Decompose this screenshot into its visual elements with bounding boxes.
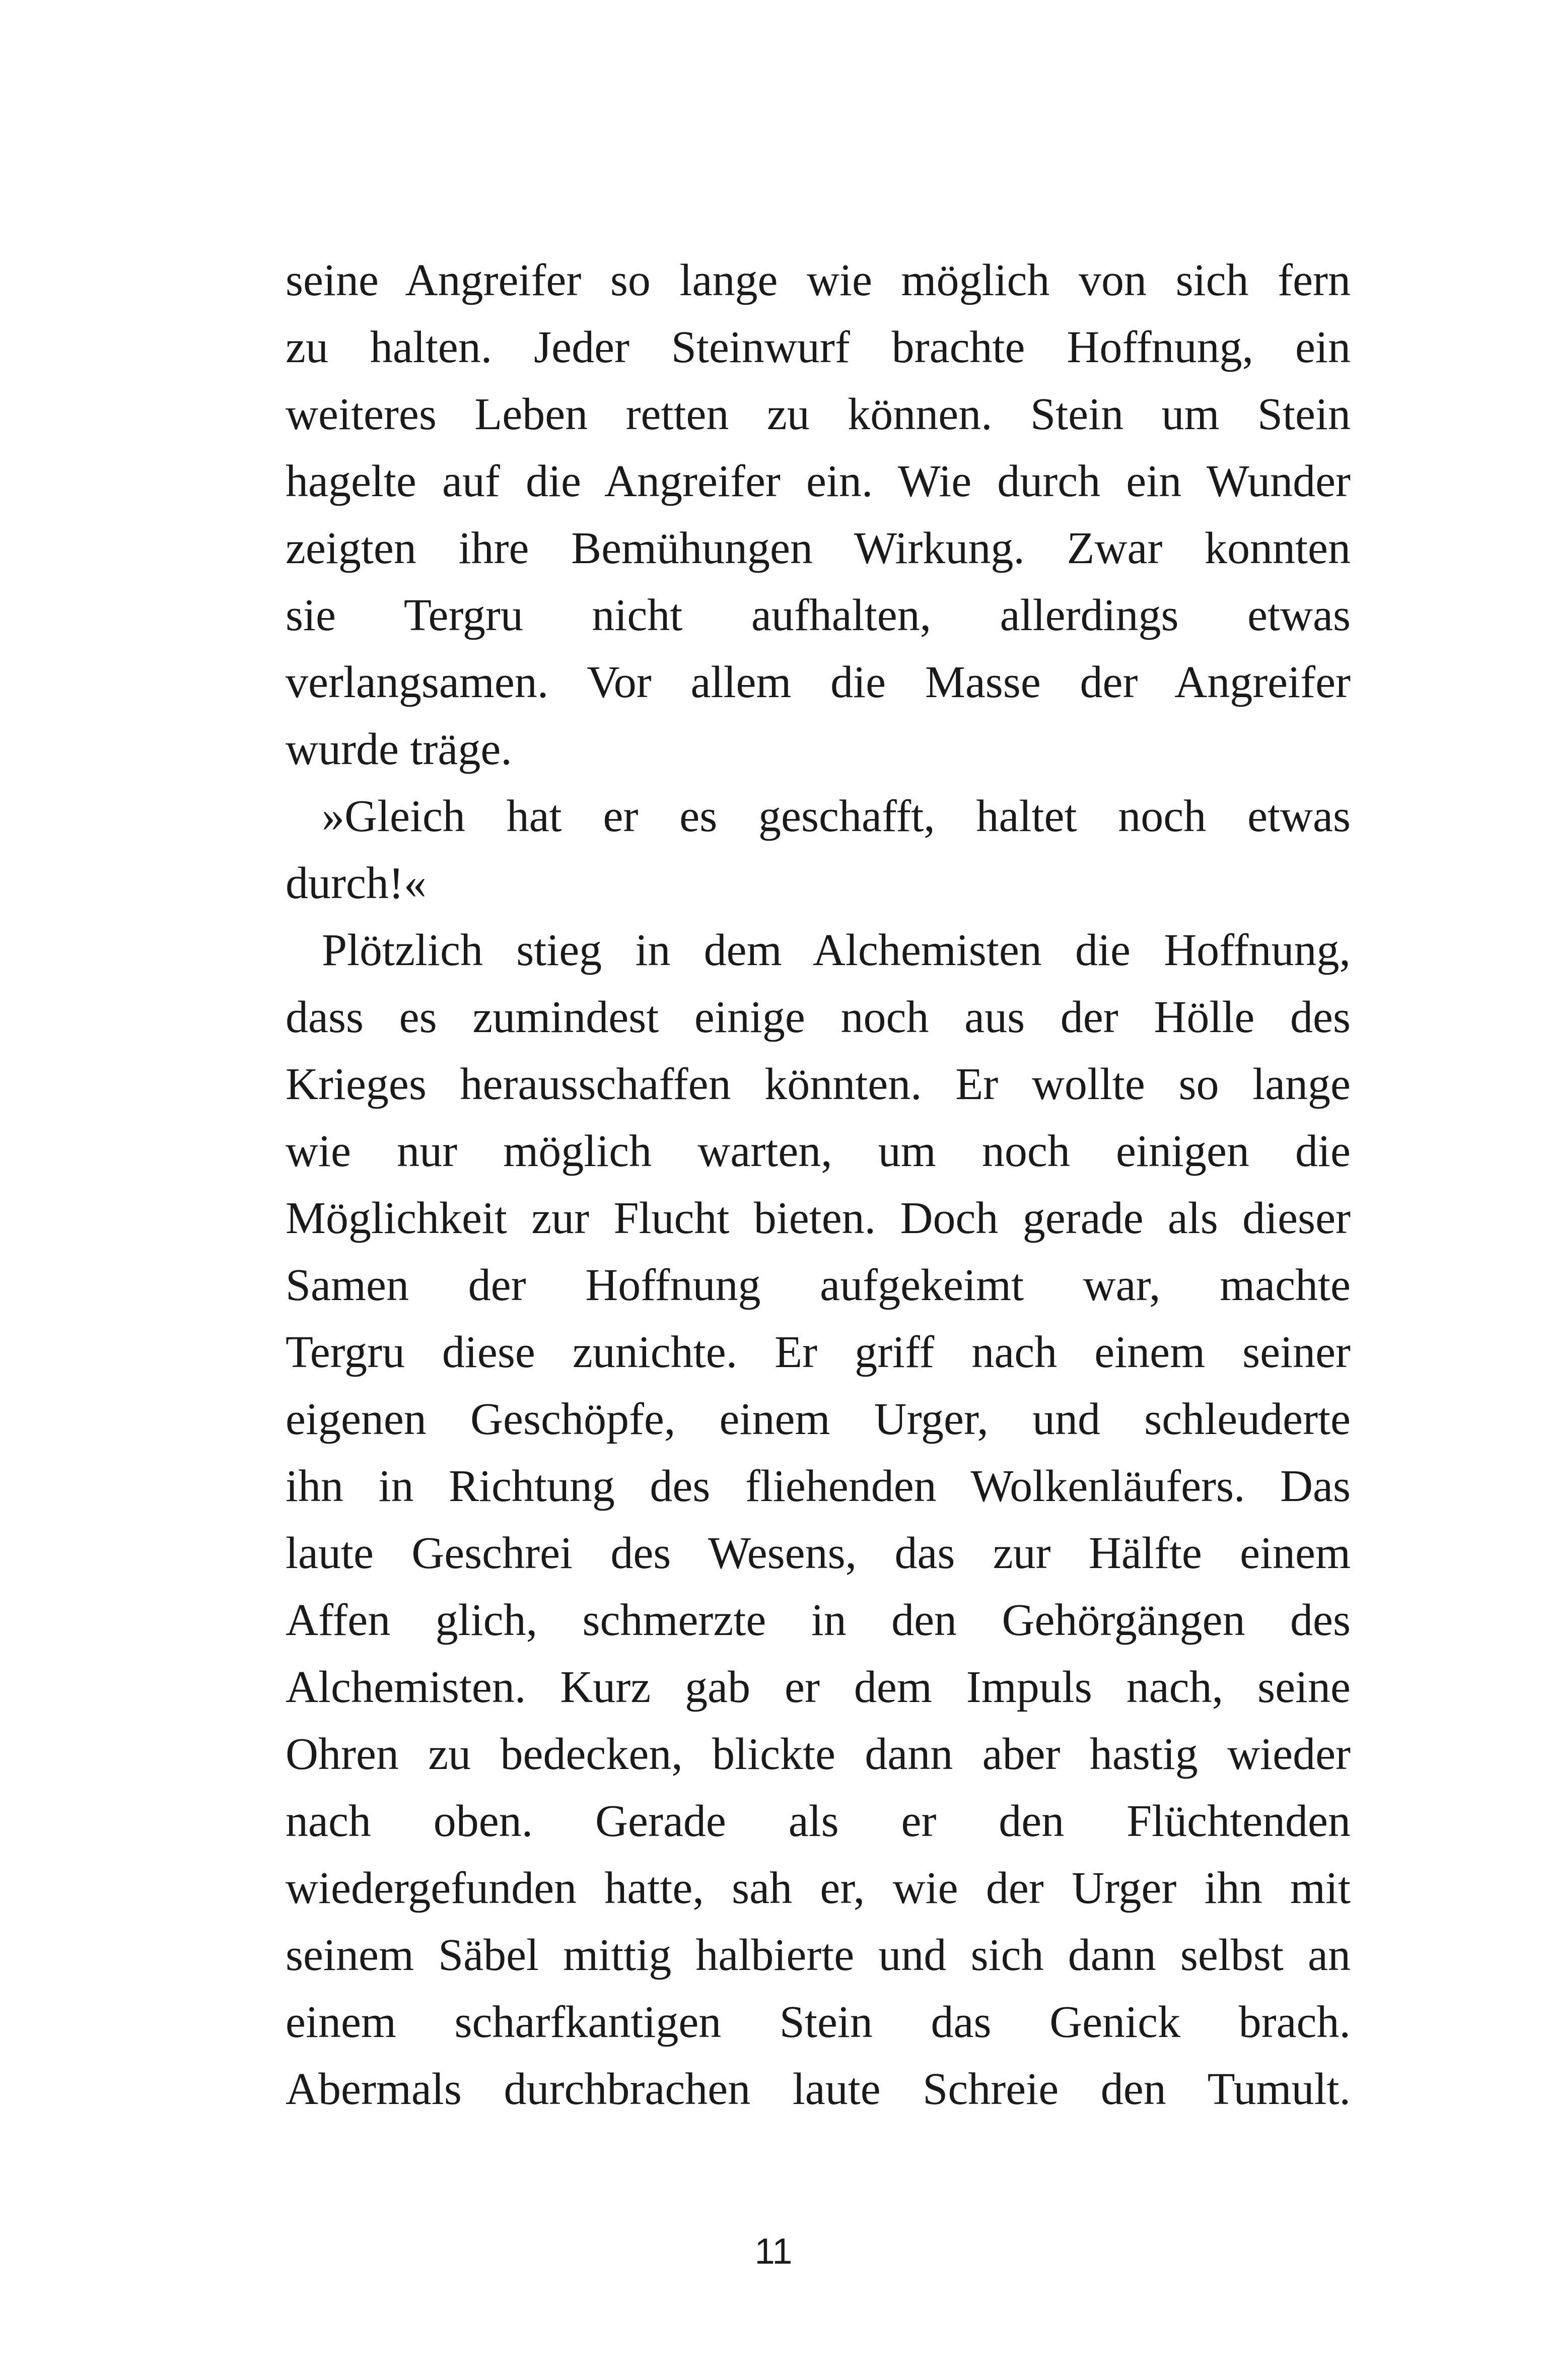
text-line: hagelte auf die Angreifer ein. Wie durch ein Wunder	[286, 456, 1351, 506]
text-line: seinem Säbel mittig halbierte und sich dann selbst an	[286, 1930, 1351, 1980]
text-line: seine Angreifer so lange wie möglich von sich fern	[286, 255, 1351, 305]
text-line: Alchemisten. Kurz gab er dem Impuls nach, seine	[286, 1662, 1351, 1712]
text-line: Samen der Hoffnung aufgekeimt war, machte	[286, 1260, 1351, 1310]
text-line: weiteres Leben retten zu können. Stein um Stein	[286, 389, 1351, 439]
text-line: nach oben. Gerade als er den Flüchtenden	[286, 1796, 1351, 1846]
text-line: einem scharfkantigen Stein das Genick brach.	[286, 1997, 1351, 2047]
text-line: Möglichkeit zur Flucht bieten. Doch gerade als dieser	[286, 1193, 1351, 1243]
text-line: Plötzlich stieg in dem Alchemisten die Hoffnung,	[322, 925, 1351, 975]
text-line: verlangsamen. Vor allem die Masse der Angreifer	[286, 657, 1351, 707]
text-line: laute Geschrei des Wesens, das zur Hälfte einem	[286, 1528, 1351, 1578]
text-line: zu halten. Jeder Steinwurf brachte Hoffnung, ein	[286, 322, 1351, 372]
text-line: durch!«	[286, 858, 427, 908]
text-line: sie Tergru nicht aufhalten, allerdings etwas	[286, 590, 1351, 640]
page-number: 11	[754, 2231, 793, 2272]
text-line: zeigten ihre Bemühungen Wirkung. Zwar konnten	[286, 523, 1351, 573]
text-line: ihn in Richtung des fliehenden Wolkenläufers. Das	[286, 1461, 1351, 1511]
text-line: Abermals durchbrachen laute Schreie den Tumult.	[286, 2064, 1351, 2114]
text-line: wurde träge.	[286, 724, 512, 774]
text-line: dass es zumindest einige noch aus der Hölle des	[286, 992, 1351, 1042]
text-line: eigenen Geschöpfe, einem Urger, und schleuderte	[286, 1394, 1351, 1444]
text-line: Affen glich, schmerzte in den Gehörgängen des	[286, 1595, 1351, 1645]
text-line: Ohren zu bedecken, blickte dann aber hastig wieder	[286, 1729, 1351, 1779]
text-line: »Gleich hat er es geschafft, haltet noch etwas	[322, 791, 1351, 841]
body-text	[286, 247, 1351, 2123]
text-line: Tergru diese zunichte. Er griff nach einem seiner	[286, 1327, 1351, 1377]
text-line: Krieges herausschaffen könnten. Er wollte so lange	[286, 1059, 1351, 1109]
text-line: wiedergefunden hatte, sah er, wie der Urger ihn mit	[286, 1863, 1351, 1913]
text-line: wie nur möglich warten, um noch einigen die	[286, 1126, 1351, 1176]
